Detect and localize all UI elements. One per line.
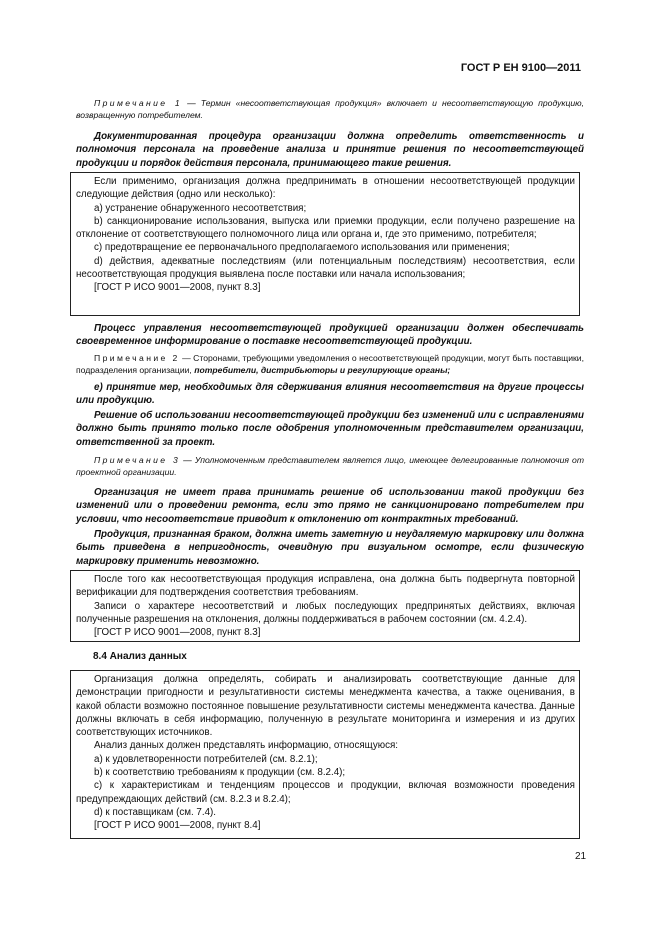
box1-line-0: Если применимо, организация должна предпринимать в отношении несоответствующей продукции следующие действия (одно или несколько): [76,176,575,201]
box3-line-6: [ГОСТ Р ИСО 9001—2008, пункт 8.4] [94,820,261,832]
box2-line-0: После того как несоответствующая продукция исправлена, она должна быть подвергнута повторной верификации для подтверждения соответствия требованиям. [76,574,575,599]
paragraph-scrap: Продукция, признанная браком, должна иметь заметную и неудаляемую маркировку или должна быть приведена в непригодность, очевидную при визуальном осмотре, если физическую маркировку применить невозможно. [76,529,584,567]
paragraph-procedure: Документированная процедура организации должна определить ответственность и полномочия персонала на проведение анализа и принятие решения по несоответствующей продукции и порядок действия персонала, принимающего такие решения. [76,131,584,169]
box2-line-1: Записи о характере несоответствий и любых последующих предпринятых действиях, включая полученные разрешения на отклонения, должны поддерживаться в рабочем состоянии (см. 4.2.4). [76,600,575,625]
box2-line-2: [ГОСТ Р ИСО 9001—2008, пункт 8.3] [94,627,261,639]
box3-line-3: b) к соответствию требованиям к продукции (см. 8.2.4); [94,767,346,779]
box3-line-4: c) к характеристикам и тенденциям процессов и продукции, включая возможности проведения предупреждающих действий (см. 8.2.3 и 8.2.4); [76,780,575,805]
note-2-text: — Сторонами, требующими уведомления о несоответствующей продукции, могут быть поставщики, подразделения организации, [76,353,584,375]
note-2-label: Примечание 2 [94,353,180,363]
page-number: 21 [575,851,587,862]
quote-box-reverification [70,570,580,642]
paragraph-item-e: e) принятие мер, необходимых для сдерживания влияния несоответствия на другие процессы или продукцию. [76,382,584,407]
box3-line-1: Анализ данных должен представлять информацию, относящуюся: [94,740,399,752]
box3-line-5: d) к поставщикам (см. 7.4). [94,806,217,818]
box1-line-1: a) устранение обнаруженного несоответствия; [94,202,307,214]
paragraph-decision: Решение об использовании несоответствующей продукции без изменений или с исправлениями должно быть принято только после одобрения уполномоченным представителем организации, ответственной за проект. [76,410,584,448]
quote-box-actions [70,172,580,316]
box1-line-4: d) действия, адекватные последствиям (или потенциальным последствиям) несоответствия, если несоответствующая продукция выявлена после поставки или начала использования; [76,255,575,281]
box1-line-2: b) санкционирование использования, выпуска или приемки продукции, если получено разрешение на отклонение от соответствующего полномочного лица или органа и, где это применимо, потребителя; [76,215,575,241]
paragraph-no-right: Организация не имеет права принимать решение об использовании такой продукции без изменений или о проведении ремонта, если это прямо не санкционировано потребителем при условии, что несоответствие приводит к отклонению от контрактных требований. [76,487,584,525]
box1-line-3: c) предотвращение ее первоначального предполагаемого использования или применения; [94,242,510,254]
paragraph-informing: Процесс управления несоответствующей продукцией организации должен обеспечивать своевременное информирование о поставке несоответствующей продукции. [76,323,584,348]
note-3 [76,455,584,478]
quote-box-data-analysis [70,670,580,839]
box3-line-0: Организация должна определять, собирать и анализировать соответствующие данные для демонстрации пригодности и результативности системы менеджмента качества, а также оценивания, в какой области возможно постоянное повышение результативности системы менеджмента качества. Данные должны включать в себя информацию, полученную в результате мониторинга и измерения и из других соответствующих источников. [76,674,575,739]
note-2 [76,353,584,376]
section-heading: 8.4 Анализ данных [93,651,187,662]
box3-line-2: a) к удовлетворенности потребителей (см. 8.2.1); [94,753,318,765]
note-3-label: Примечание 3 [94,455,181,465]
box1-line-5: [ГОСТ Р ИСО 9001—2008, пункт 8.3] [94,282,261,294]
note-3-text: — Уполномоченным представителем является лицо, имеющее делегированные полномочия от проектной организации. [76,455,584,477]
note-2-italic: потребители, дистрибьюторы и регулирующие органы; [194,364,451,375]
note-1-text: — Термин «несоответствующая продукция» включает и несоответствующую продукцию, возвращенную потребителем. [76,98,584,120]
note-1 [76,98,584,121]
note-1-label: Примечание 1 [94,98,183,108]
document-id-header: ГОСТ Р ЕН 9100—2011 [460,62,581,74]
